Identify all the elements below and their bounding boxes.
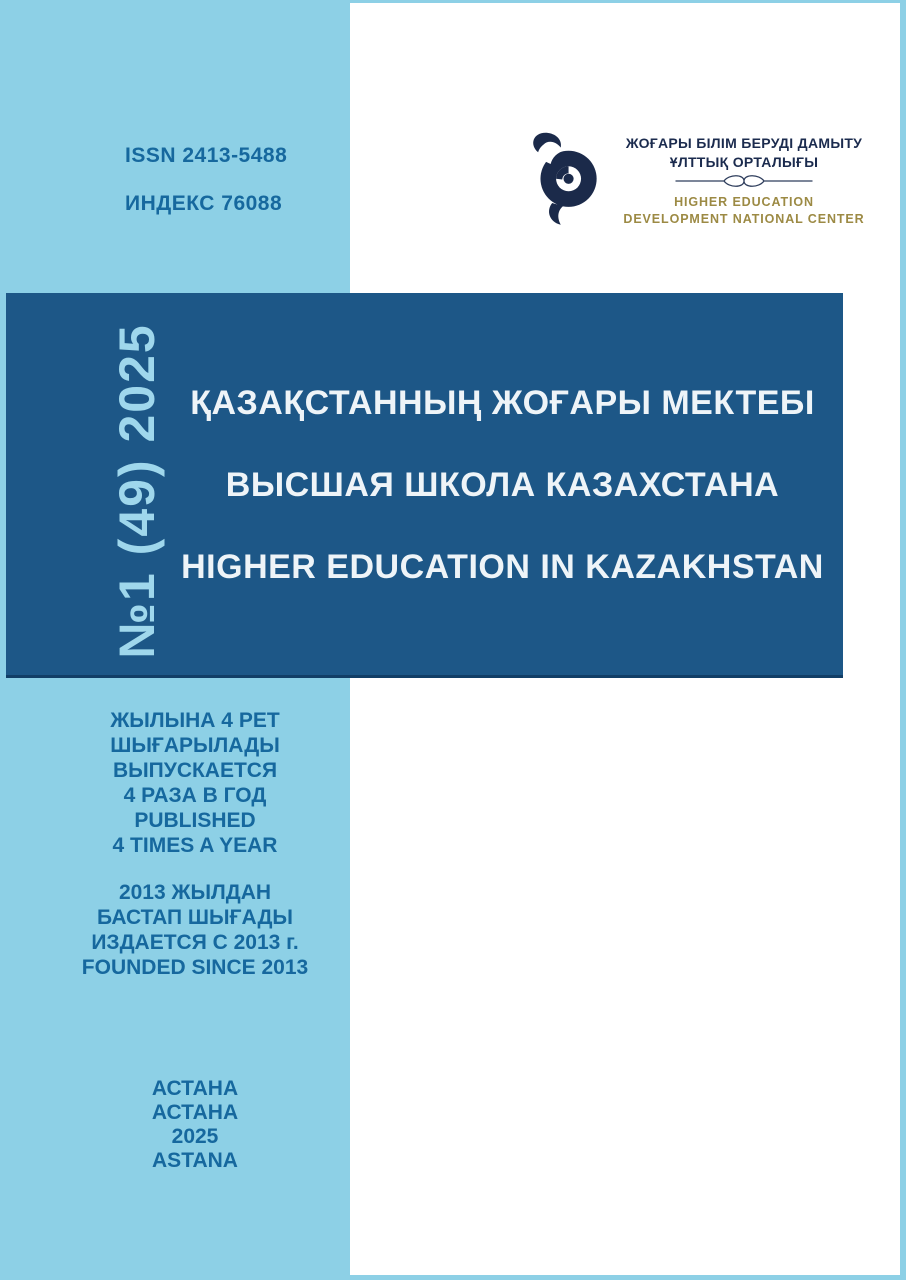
founded-line: 2013 ЖЫЛДАН bbox=[118, 881, 272, 904]
frequency-line: ВЫПУСКАЕТСЯ bbox=[112, 759, 278, 782]
publisher-name-kk-line2: ҰЛТТЫҚ ОРТАЛЫҒЫ bbox=[669, 153, 819, 170]
frequency-line: 4 РАЗА В ГОД bbox=[123, 784, 267, 807]
imprint-line: АСТАНА bbox=[151, 1101, 239, 1124]
journal-title-ru: ВЫСШАЯ ШКОЛА КАЗАХСТАНА bbox=[225, 466, 780, 504]
frequency-block bbox=[20, 708, 370, 858]
founded-line: FOUNDED SINCE 2013 bbox=[81, 956, 309, 979]
issue-number: №1 (49) 2025 bbox=[109, 323, 165, 659]
imprint-line: ASTANA bbox=[152, 1149, 238, 1172]
bird-swirl-icon bbox=[528, 130, 606, 231]
publisher-logo-text bbox=[618, 134, 870, 228]
title-banner bbox=[6, 293, 843, 678]
imprint-block bbox=[20, 1077, 370, 1173]
frequency-line: ЖЫЛЫНА 4 РЕТ bbox=[110, 709, 280, 732]
publisher-logo bbox=[528, 130, 870, 231]
imprint-line: 2025 bbox=[171, 1125, 219, 1148]
founded-line: БАСТАП ШЫҒАДЫ bbox=[97, 906, 293, 929]
founded-block bbox=[20, 880, 370, 980]
frequency-line: ШЫҒАРЫЛАДЫ bbox=[110, 734, 280, 757]
imprint-line: АСТАНА bbox=[151, 1077, 239, 1100]
publisher-name-en-line1: HIGHER EDUCATION bbox=[674, 194, 814, 209]
publisher-name-kk-line1: ЖОҒАРЫ БІЛІМ БЕРУДІ ДАМЫТУ bbox=[625, 134, 863, 151]
frequency-line: 4 TIMES A YEAR bbox=[112, 834, 278, 857]
infinity-divider-icon bbox=[674, 174, 814, 192]
journal-titles bbox=[156, 293, 849, 587]
journal-title-en: HIGHER EDUCATION IN KAZAKHSTAN bbox=[181, 548, 824, 586]
journal-title-kk: ҚАЗАҚСТАННЫҢ ЖОҒАРЫ МЕКТЕБІ bbox=[190, 384, 815, 422]
founded-line: ИЗДАЕТСЯ С 2013 г. bbox=[91, 931, 299, 954]
issn-label: ISSN 2413-5488 bbox=[125, 144, 288, 167]
frequency-line: PUBLISHED bbox=[134, 809, 256, 832]
index-label: ИНДЕКС 76088 bbox=[125, 192, 283, 215]
publisher-name-en-line2: DEVELOPMENT NATIONAL CENTER bbox=[623, 211, 865, 226]
